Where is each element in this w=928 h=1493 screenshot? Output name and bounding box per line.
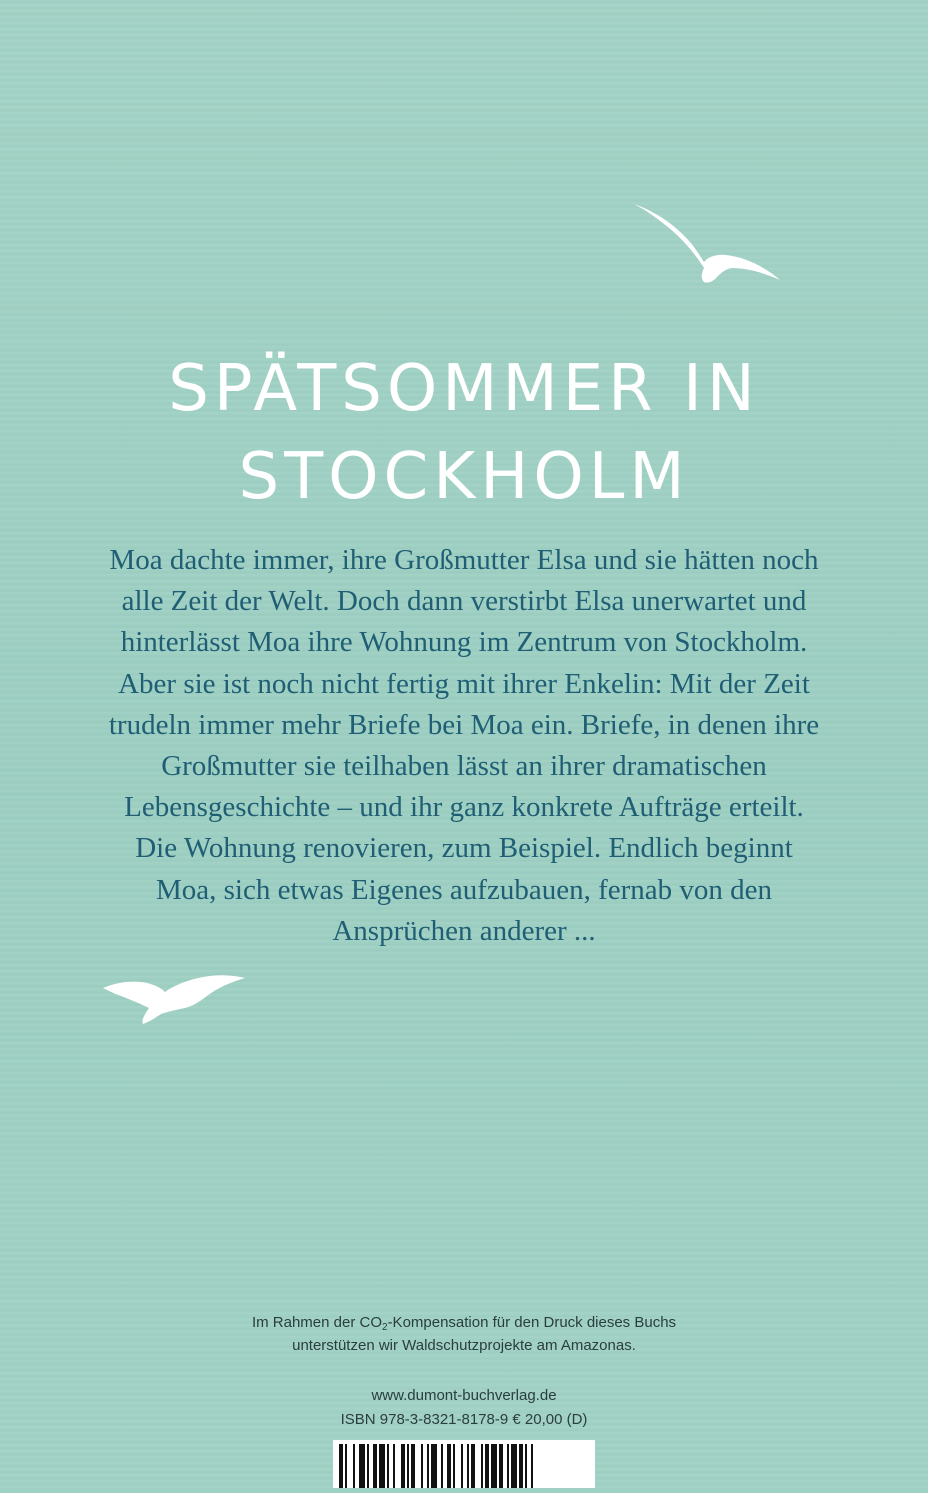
co2-notice-line-1 (0, 1311, 928, 1334)
co2-prefix: Im Rahmen der CO (251, 1314, 382, 1331)
blurb-line: trudeln immer mehr Briefe bei Moa ein. Briefe, in denen ihre (108, 708, 820, 741)
co2-subscript: 2 (382, 1322, 388, 1333)
barcode-bar (447, 1444, 451, 1488)
barcode-bar (461, 1444, 463, 1488)
blurb-line: alle Zeit der Welt. Doch dann verstirbt Elsa unerwartet und (121, 585, 807, 618)
blurb-line: Moa, sich etwas Eigenes aufzubauen, fernab von den (155, 873, 773, 906)
barcode-bar (525, 1444, 527, 1488)
title-line-2: STOCKHOLM (238, 440, 690, 514)
publisher-website: www.dumont-buchverlag.de (371, 1387, 557, 1404)
barcode-bar (401, 1444, 405, 1488)
barcode-bar (393, 1444, 395, 1488)
barcode-bar (491, 1444, 497, 1488)
barcode-bar (467, 1444, 469, 1488)
blurb-line: hinterlässt Moa ihre Wohnung im Zentrum von Stockholm. (120, 626, 808, 659)
barcode-bar (531, 1444, 533, 1488)
barcode-bars (333, 1440, 595, 1488)
barcode-bar (511, 1444, 517, 1488)
barcode-bar (499, 1444, 503, 1488)
barcode-bar (373, 1444, 377, 1488)
barcode-bar (485, 1444, 489, 1488)
barcode-bar (427, 1444, 429, 1488)
barcode-bar (387, 1444, 389, 1488)
barcode-bar (359, 1444, 365, 1488)
co2-notice-line-2: unterstützen wir Waldschutzprojekte am Amazonas. (292, 1337, 636, 1354)
barcode-bar (345, 1444, 347, 1488)
isbn-price: ISBN 978-3-8321-8178-9 € 20,00 (D) (340, 1411, 588, 1428)
blurb-line: Moa dachte immer, ihre Großmutter Elsa und sie hätten noch (109, 544, 819, 576)
barcode-bar (519, 1444, 523, 1488)
barcode-bar (471, 1444, 475, 1488)
barcode-bar (379, 1444, 385, 1488)
title-line-1: SPÄTSOMMER IN (168, 352, 760, 426)
seagull-top-icon (634, 202, 782, 284)
blurb-line: Aber sie ist noch nicht fertig mit ihrer Enkelin: Mit der Zeit (118, 667, 810, 700)
barcode-bar (339, 1444, 343, 1488)
blurb-line: Ansprüchen anderer ... (332, 914, 596, 947)
barcode-bar (453, 1444, 455, 1488)
publisher-info (0, 1384, 928, 1432)
barcode-bar (481, 1444, 483, 1488)
book-blurb (40, 540, 888, 952)
blurb-line: Die Wohnung renovieren, zum Beispiel. Endlich beginnt (135, 832, 793, 865)
barcode-bar (411, 1444, 415, 1488)
seagull-bottom-icon (103, 974, 247, 1026)
blurb-line: Großmutter sie teilhaben lässt an ihrer dramatischen (161, 750, 767, 783)
barcode-bar (441, 1444, 443, 1488)
blurb-line: Lebensgeschichte – und ihr ganz konkrete Aufträge erteilt. (124, 791, 804, 824)
barcode-bar (407, 1444, 409, 1488)
barcode-bar (367, 1444, 369, 1488)
barcode-bar (421, 1444, 423, 1488)
barcode-bar (353, 1444, 355, 1488)
barcode-icon (333, 1440, 595, 1488)
book-title (0, 345, 928, 521)
co2-suffix: -Kompensation für den Druck dieses Buchs (387, 1314, 677, 1331)
barcode-bar (507, 1444, 509, 1488)
co2-notice (0, 1311, 928, 1357)
barcode-bar (431, 1444, 437, 1488)
